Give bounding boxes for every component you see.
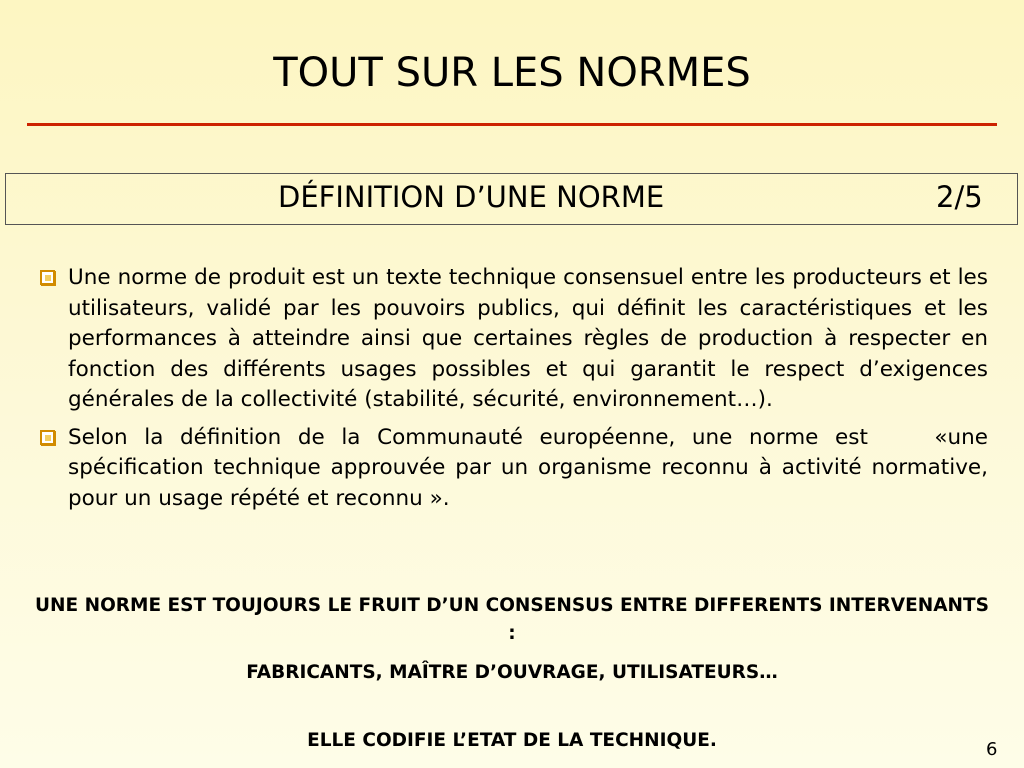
- bullet-item: [38, 263, 988, 416]
- page-number: 6: [986, 739, 998, 760]
- bullet-text: Une norme de produit est un texte technique consensuel entre les producteurs et les utilisateurs, validé par les pouvoirs publics, qui définit les caractéristiques et les performances à atteindre ainsi que certaines règles de production à respecter en fonction des différents usages possibles et qui garantit le respect d’exigences générales de la collectivité (stabilité, sécurité, environnement…).: [68, 265, 988, 412]
- slide-title: TOUT SUR LES NORMES: [273, 50, 751, 96]
- conclusion-line-1: UNE NORME EST TOUJOURS LE FRUIT D’UN CONSENSUS ENTRE DIFFERENTS INTERVENANTS :: [35, 595, 989, 644]
- conclusion-line-2: FABRICANTS, MAÎTRE D’OUVRAGE, UTILISATEURS…: [246, 662, 778, 683]
- subtitle-page-indicator: 2/5: [936, 180, 983, 214]
- subtitle-box: [5, 173, 1018, 225]
- bullet-item: [38, 423, 995, 515]
- square-bullet-icon: [40, 430, 55, 445]
- title-divider: [27, 123, 997, 126]
- bullet-text: Selon la définition de la Communauté européenne, une norme est «une spécification technique approuvée par un organisme reconnu à activité normative, pour un usage répété et reconnu ».: [68, 424, 995, 511]
- square-bullet-icon: [40, 270, 55, 285]
- subtitle: DÉFINITION D’UNE NORME: [278, 180, 665, 214]
- bullet-list: [38, 263, 995, 521]
- conclusion-line-3: ELLE CODIFIE L’ETAT DE LA TECHNIQUE.: [307, 730, 717, 751]
